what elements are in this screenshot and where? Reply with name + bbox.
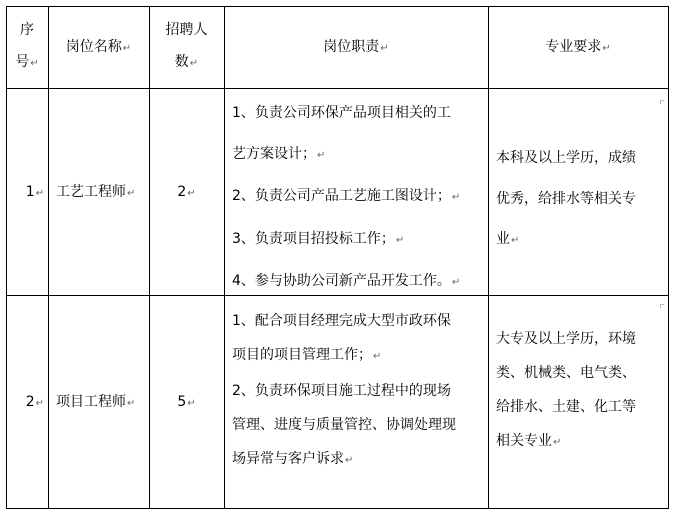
table-border-col4 bbox=[488, 6, 489, 509]
row2-duty-1-line-2: 项目的项目管理工作；↵ bbox=[232, 347, 382, 363]
cell-corner-marker bbox=[660, 304, 664, 308]
table-border-bottom bbox=[6, 508, 669, 509]
row1-duty-1-line-1: 1、负责公司环保产品项目相关的工 bbox=[232, 105, 451, 121]
row2-position: 项目工程师↵ bbox=[56, 394, 136, 410]
row2-count: 5↵ bbox=[177, 394, 196, 410]
row1-major-line-2: 优秀，给排水等相关专 bbox=[496, 190, 636, 207]
row1-duty-1-line-2: 艺方案设计；↵ bbox=[232, 145, 326, 162]
header-major: 专业要求↵ bbox=[545, 39, 611, 55]
header-seq-line-2: 号↵ bbox=[15, 54, 39, 70]
header-count-line-2: 数↵ bbox=[174, 54, 199, 70]
table-border-top bbox=[6, 6, 669, 7]
row1-duty-3: 3、负责项目招投标工作；↵ bbox=[232, 230, 405, 247]
row2-seq: 2↵ bbox=[25, 394, 44, 410]
table-border-header bbox=[6, 88, 669, 89]
row1-seq: 1↵ bbox=[25, 184, 44, 200]
row1-count: 2↵ bbox=[177, 184, 196, 200]
table-border-col2 bbox=[149, 6, 150, 509]
header-count bbox=[149, 14, 224, 80]
row1-major-line-3: 业↵ bbox=[496, 231, 520, 247]
row1-duties bbox=[232, 93, 484, 304]
row2-duty-2-line-2: 管理、进度与质量管控、协调处理现 bbox=[232, 417, 456, 433]
row2-duties bbox=[232, 304, 484, 478]
row2-major-line-2: 类、机械类、电气类、 bbox=[496, 365, 636, 381]
row1-position: 工艺工程师↵ bbox=[56, 184, 136, 200]
header-seq-line-1: 序 bbox=[20, 22, 34, 38]
row2-major bbox=[496, 322, 666, 460]
row1-duty-2: 2、负责公司产品工艺施工图设计；↵ bbox=[232, 188, 461, 204]
row2-major-line-1: 大专及以上学历，环境 bbox=[496, 331, 636, 347]
row2-major-line-4: 相关专业↵ bbox=[496, 433, 562, 449]
table-border-right bbox=[668, 6, 669, 509]
row2-major-line-3: 给排水、土建、化工等 bbox=[496, 399, 636, 415]
row2-duty-1-line-1: 1、配合项目经理完成大型市政环保 bbox=[232, 313, 451, 329]
row1-major-line-1: 本科及以上学历，成绩 bbox=[496, 150, 636, 166]
row2-duty-2-line-3: 场异常与客户诉求↵ bbox=[232, 451, 354, 467]
header-count-line-1: 招聘人 bbox=[165, 22, 208, 38]
table-border-col3 bbox=[224, 6, 225, 509]
header-duty: 岗位职责↵ bbox=[323, 39, 389, 55]
header-seq bbox=[6, 14, 48, 80]
table-border-left bbox=[6, 6, 7, 509]
table-border-col1 bbox=[48, 6, 49, 509]
row2-duty-2-line-1: 2、负责环保项目施工过程中的现场 bbox=[232, 383, 451, 399]
row1-major bbox=[496, 138, 666, 262]
header-position: 岗位名称↵ bbox=[65, 39, 132, 55]
cell-corner-marker bbox=[660, 100, 664, 104]
row1-duty-4: 4、参与协助公司新产品开发工作。↵ bbox=[232, 273, 461, 289]
